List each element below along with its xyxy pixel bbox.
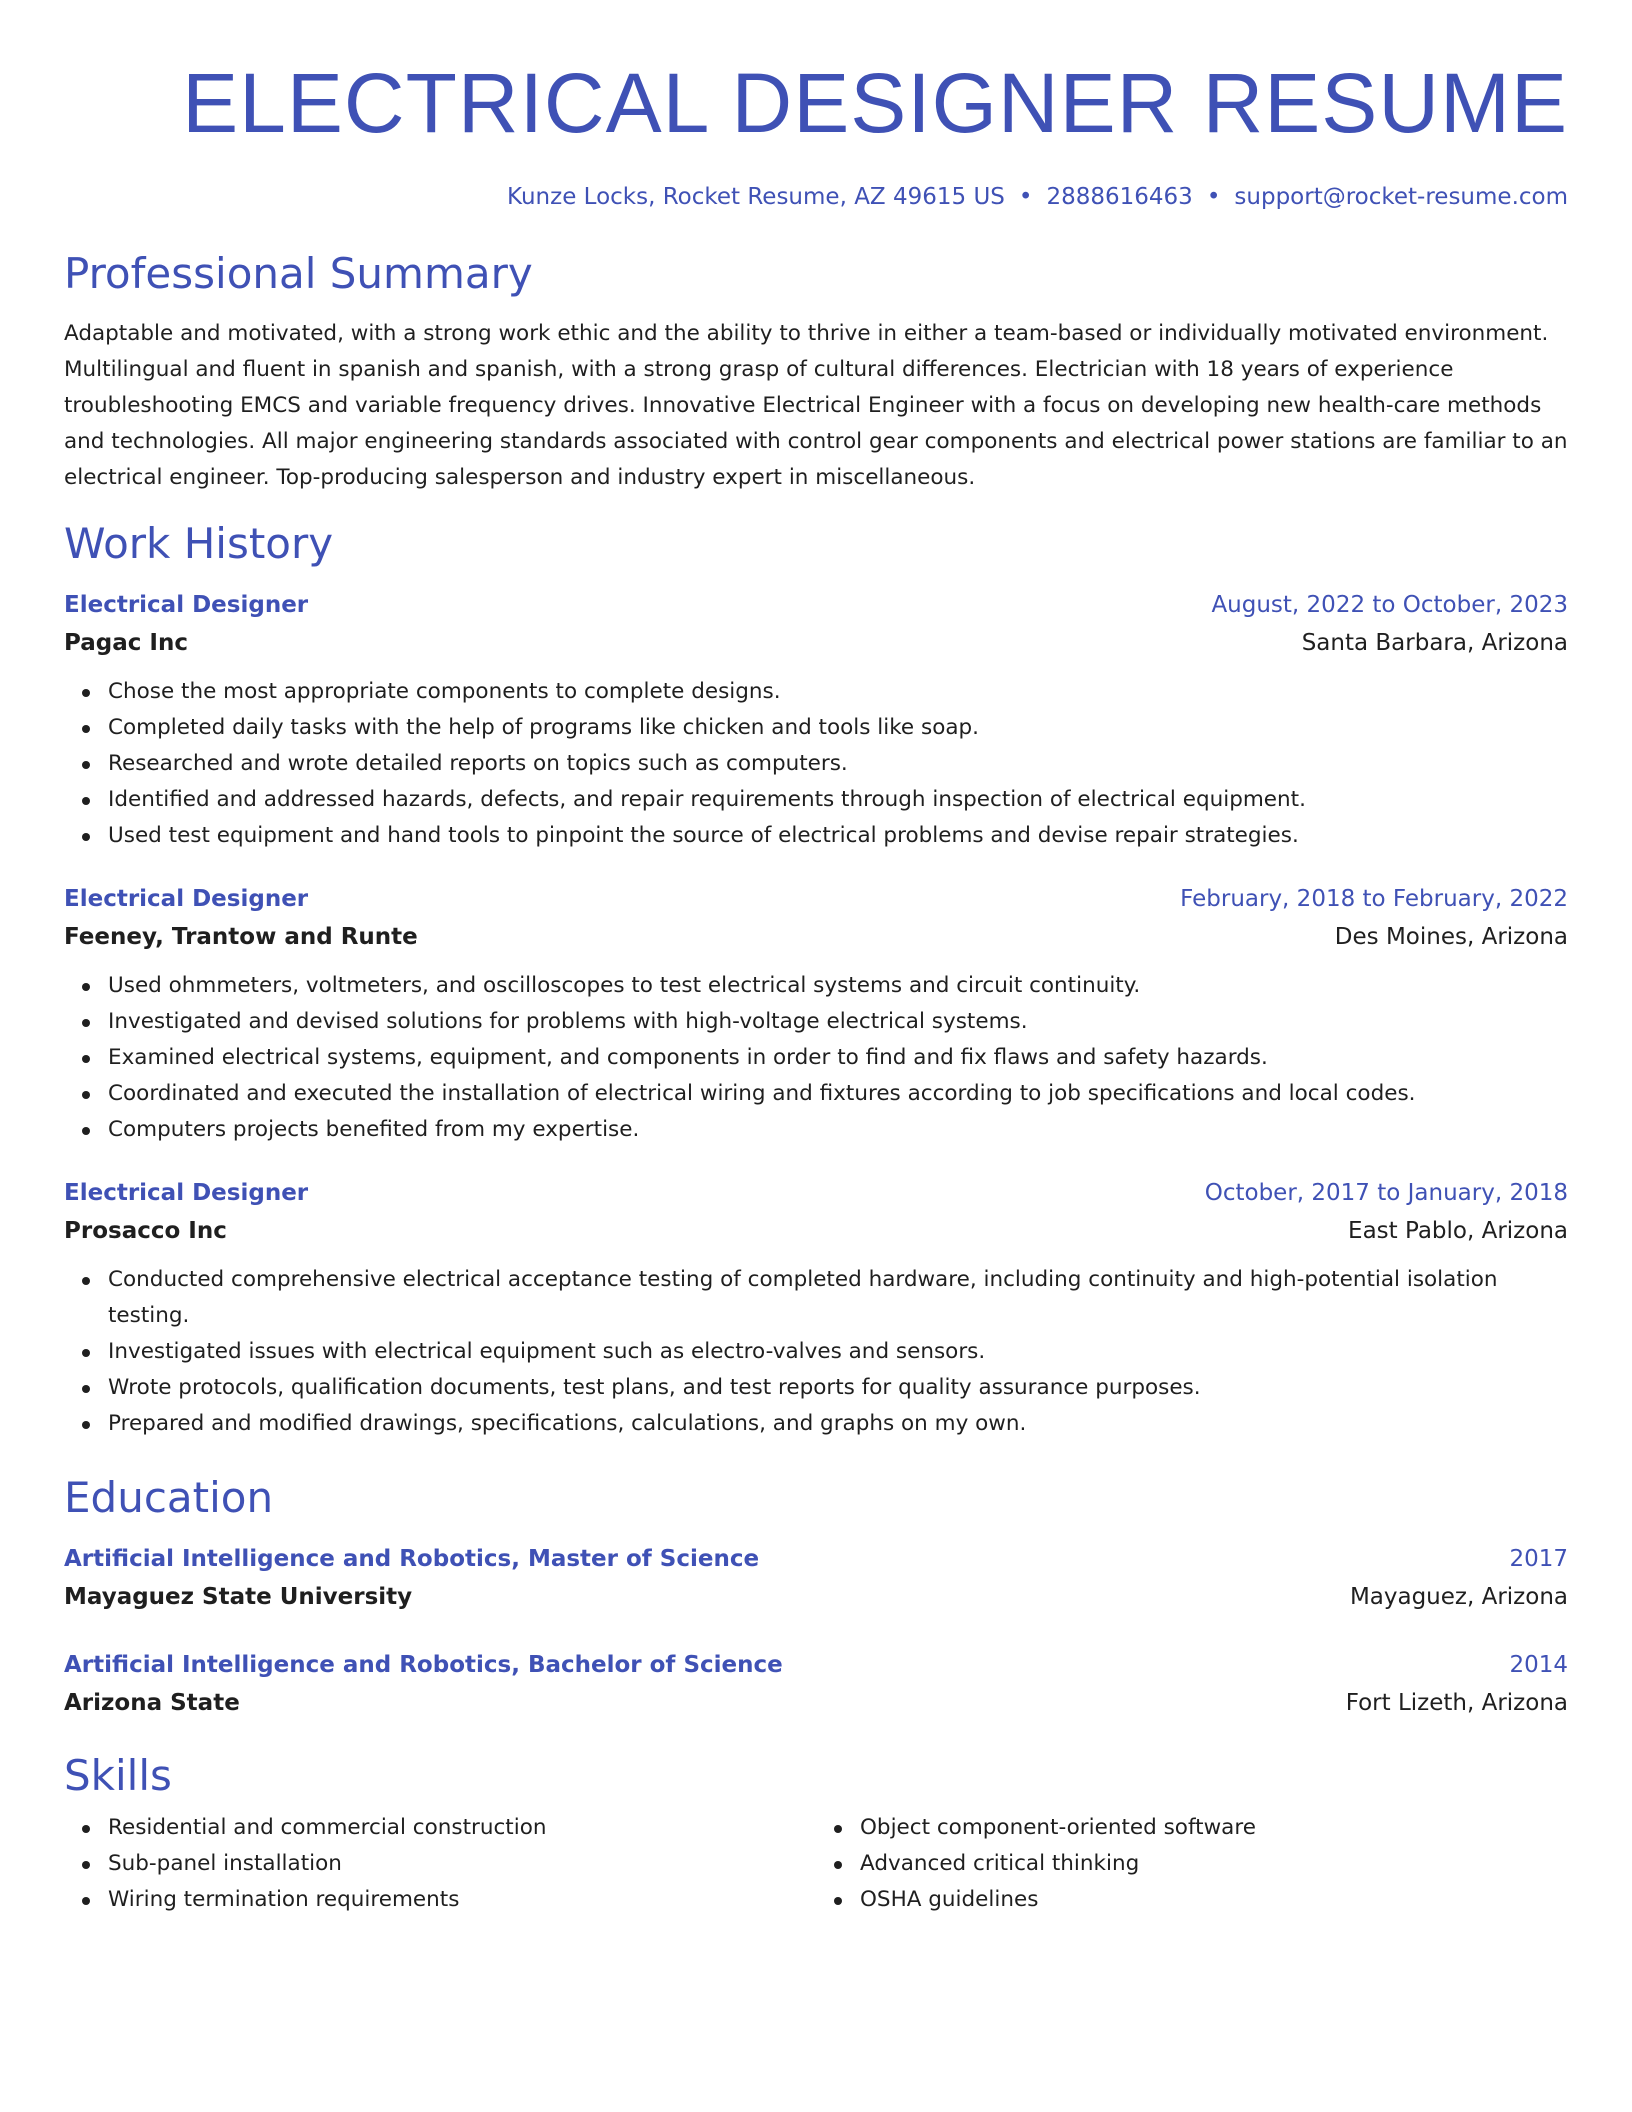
education-entry bbox=[64, 1646, 1568, 1722]
job-bullet: Identified and addressed hazards, defects, and repair requirements through inspection of electrical equipment. bbox=[108, 782, 1568, 818]
job-location: Des Moines, Arizona bbox=[1334, 924, 1568, 950]
summary-text: Adaptable and motivated, with a strong work ethic and the ability to thrive in either a team-based or individually motivated environment. Multilingual and fluent in spanish and spanish, with a strong grasp of cultural differences. Electrician with 18 years of experience troubleshooting EMCS and variable frequency drives. Innovative Electrical Engineer with a focus on developing new health-care methods and technologies. All major engineering standards associated with control gear components and electrical power stations are familiar to an electrical engineer. Top-producing salesperson and industry expert in miscellaneous. bbox=[64, 321, 1568, 490]
school-location: Fort Lizeth, Arizona bbox=[1345, 1690, 1568, 1716]
degree-title: Artificial Intelligence and Robotics, Bachelor of Science bbox=[64, 1652, 783, 1678]
job-bullet: Chose the most appropriate components to complete designs. bbox=[108, 674, 1568, 710]
education-entry-subheader bbox=[64, 1684, 1568, 1722]
skill-item: Residential and commercial construction bbox=[108, 1810, 816, 1846]
job-dates: October, 2017 to January, 2018 bbox=[1204, 1180, 1568, 1206]
work-entry-subheader bbox=[64, 1212, 1568, 1250]
resume-header bbox=[64, 58, 1568, 212]
education-entry-header bbox=[64, 1646, 1568, 1684]
work-entry bbox=[64, 880, 1568, 1148]
skill-item: Sub-panel installation bbox=[108, 1846, 816, 1882]
skill-item: Wiring termination requirements bbox=[108, 1882, 816, 1918]
job-location: East Pablo, Arizona bbox=[1348, 1218, 1568, 1244]
job-bullet: Coordinated and executed the installation of electrical wiring and fixtures according to job specifications and local codes. bbox=[108, 1076, 1568, 1112]
job-dates: February, 2018 to February, 2022 bbox=[1180, 886, 1568, 912]
school-location: Mayaguez, Arizona bbox=[1349, 1584, 1568, 1610]
job-title: Electrical Designer bbox=[64, 886, 309, 912]
resume-page bbox=[64, 0, 1568, 1918]
job-bullet: Researched and wrote detailed reports on topics such as computers. bbox=[108, 746, 1568, 782]
school-name: Mayaguez State University bbox=[64, 1584, 413, 1610]
section-title-skills: Skills bbox=[64, 1751, 172, 1800]
contact-phone: 2888616463 bbox=[1046, 184, 1193, 210]
degree-title: Artificial Intelligence and Robotics, Master of Science bbox=[64, 1546, 760, 1572]
work-entry-header bbox=[64, 1174, 1568, 1212]
work-entry-subheader bbox=[64, 918, 1568, 956]
education-entry bbox=[64, 1540, 1568, 1616]
company-name: Pagac Inc bbox=[64, 630, 188, 656]
company-name: Prosacco Inc bbox=[64, 1218, 227, 1244]
job-bullet: Used ohmmeters, voltmeters, and oscilloscopes to test electrical systems and circuit continuity. bbox=[108, 968, 1568, 1004]
resume-title: ELECTRICAL DESIGNER RESUME bbox=[182, 56, 1568, 150]
education-entry-subheader bbox=[64, 1578, 1568, 1616]
job-title: Electrical Designer bbox=[64, 1180, 309, 1206]
contact-separator: • bbox=[1206, 184, 1221, 210]
job-bullets bbox=[64, 1262, 1568, 1442]
job-bullet: Investigated issues with electrical equipment such as electro-valves and sensors. bbox=[108, 1334, 1568, 1370]
contact-address: Kunze Locks, Rocket Resume, AZ 49615 US bbox=[507, 184, 1005, 210]
work-entry-header bbox=[64, 586, 1568, 624]
job-bullet: Examined electrical systems, equipment, and components in order to find and fix flaws and safety hazards. bbox=[108, 1040, 1568, 1076]
work-entry bbox=[64, 1174, 1568, 1442]
skills-column-right bbox=[816, 1810, 1568, 1918]
contact-separator: • bbox=[1018, 184, 1033, 210]
job-bullet: Computers projects benefited from my expertise. bbox=[108, 1112, 1568, 1148]
job-location: Santa Barbara, Arizona bbox=[1301, 630, 1568, 656]
job-bullet: Used test equipment and hand tools to pinpoint the source of electrical problems and devise repair strategies. bbox=[108, 818, 1568, 854]
contact-line bbox=[64, 182, 1568, 212]
job-bullet: Wrote protocols, qualification documents, test plans, and test reports for quality assurance purposes. bbox=[108, 1370, 1568, 1406]
contact-email: support@rocket-resume.com bbox=[1234, 184, 1568, 210]
job-bullets bbox=[64, 968, 1568, 1148]
job-dates: August, 2022 to October, 2023 bbox=[1211, 592, 1568, 618]
section-title-work-history: Work History bbox=[64, 519, 334, 568]
job-bullet: Investigated and devised solutions for problems with high-voltage electrical systems. bbox=[108, 1004, 1568, 1040]
job-bullet: Completed daily tasks with the help of programs like chicken and tools like soap. bbox=[108, 710, 1568, 746]
skill-item: Object component-oriented software bbox=[860, 1810, 1568, 1846]
job-bullet: Prepared and modified drawings, specifications, calculations, and graphs on my own. bbox=[108, 1406, 1568, 1442]
school-name: Arizona State bbox=[64, 1690, 240, 1716]
graduation-year: 2014 bbox=[1509, 1652, 1568, 1678]
section-title-summary: Professional Summary bbox=[64, 249, 533, 298]
education-entry-header bbox=[64, 1540, 1568, 1578]
skill-item: OSHA guidelines bbox=[860, 1882, 1568, 1918]
skills-grid bbox=[64, 1810, 1568, 1918]
job-bullets bbox=[64, 674, 1568, 854]
section-title-education: Education bbox=[64, 1473, 274, 1522]
skills-column-left bbox=[64, 1810, 816, 1918]
job-bullet: Conducted comprehensive electrical acceptance testing of completed hardware, including continuity and high-potential isolation testing. bbox=[108, 1262, 1568, 1334]
work-entry-subheader bbox=[64, 624, 1568, 662]
graduation-year: 2017 bbox=[1509, 1546, 1568, 1572]
company-name: Feeney, Trantow and Runte bbox=[64, 924, 418, 950]
work-entry bbox=[64, 586, 1568, 854]
work-entry-header bbox=[64, 880, 1568, 918]
skill-item: Advanced critical thinking bbox=[860, 1846, 1568, 1882]
job-title: Electrical Designer bbox=[64, 592, 309, 618]
